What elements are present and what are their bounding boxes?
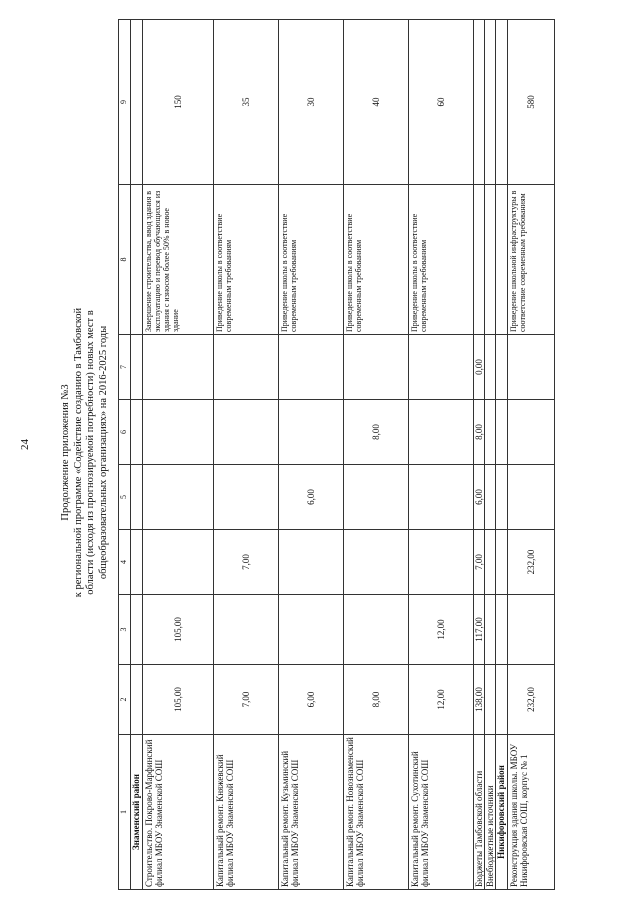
heading-line: к региональной программе «Содействие созданию в Тамбовской: [72, 307, 84, 598]
table-cell: [214, 465, 279, 530]
table-cell: 232,00: [508, 530, 555, 595]
table-cell: [279, 400, 344, 465]
table-row: [508, 20, 555, 890]
column-number-row: [119, 20, 131, 890]
object-name: Строительство. Покрово-Марфинский филиал МБОУ Знаменской СОШ: [143, 735, 214, 890]
column-header: 3: [119, 595, 131, 665]
rotated-page: [50, 0, 640, 905]
table-cell: 40: [344, 20, 409, 185]
table-cell: 150: [143, 20, 214, 185]
table-cell: 6,00: [279, 465, 344, 530]
table-cell: 580: [508, 20, 555, 185]
table-cell: 6,00: [279, 665, 344, 735]
column-header: 6: [119, 400, 131, 465]
table-row: [279, 20, 344, 890]
budget-label: Бюджеты Тамбовской области: [474, 735, 485, 890]
table-cell: 7,00: [214, 665, 279, 735]
table-cell: [508, 335, 555, 400]
table-cell: 232,00: [508, 665, 555, 735]
heading-line: Продолжение приложения №3: [60, 384, 71, 521]
table-cell: 117,00: [474, 595, 485, 665]
table-cell: [508, 400, 555, 465]
table-cell: [474, 20, 485, 185]
table-cell: [143, 400, 214, 465]
expected-result: Приведение школы в соответствие современным требованиям: [214, 185, 279, 335]
table-cell: [409, 335, 474, 400]
table-cell: 8,00: [474, 400, 485, 465]
object-name: Реконструкция здания школы. МБОУ Никифоровская СОШ, корпус № 1: [508, 735, 555, 890]
table-cell: [143, 530, 214, 595]
section-row: [496, 20, 508, 890]
table-cell: 12,00: [409, 665, 474, 735]
page-number: 24: [19, 439, 31, 450]
column-header: 1: [119, 735, 131, 890]
expected-result: Приведение школьной инфраструктуры в соответствие современным требованиям: [508, 185, 555, 335]
table-cell: [409, 400, 474, 465]
object-name: Капитальный ремонт. Княжевский филиал МБОУ Знаменской СОШ: [214, 735, 279, 890]
table-cell: [214, 335, 279, 400]
table-cell: [508, 465, 555, 530]
table-cell: [279, 335, 344, 400]
table-row: [214, 20, 279, 890]
column-header: 8: [119, 185, 131, 335]
appendix-heading: [60, 0, 110, 905]
table-cell: [279, 595, 344, 665]
column-header: 5: [119, 465, 131, 530]
table-cell: [344, 530, 409, 595]
section-row: [131, 20, 143, 890]
table-cell: [344, 465, 409, 530]
budget-row: [474, 20, 485, 890]
heading-line: области (исходя из прогнозируемой потребности) новых мест в: [85, 310, 96, 595]
table-cell: [214, 400, 279, 465]
expected-result: Приведение школы в соответствие современным требованиям: [279, 185, 344, 335]
table-cell: [474, 185, 485, 335]
extra-budget-row: [485, 20, 496, 890]
table-cell: 8,00: [344, 665, 409, 735]
table-cell: [143, 335, 214, 400]
column-header: 9: [119, 20, 131, 185]
table-row: [344, 20, 409, 890]
table-cell: 35: [214, 20, 279, 185]
object-name: Капитальный ремонт. Новознаменский филиал МБОУ Знаменской СОШ: [344, 735, 409, 890]
table-cell: 7,00: [474, 530, 485, 595]
expected-result: Завершение строительства, ввод здания в эксплуатацию и перевод обучающихся из здания с износом более 50% в новое здание: [143, 185, 214, 335]
table-cell: [143, 465, 214, 530]
extra-budget-label: Внебюджетные источники: [485, 735, 496, 890]
table-cell: 30: [279, 20, 344, 185]
table-cell: [409, 530, 474, 595]
column-header: 2: [119, 665, 131, 735]
column-header: 4: [119, 530, 131, 595]
column-header: 7: [119, 335, 131, 400]
table-cell: [409, 465, 474, 530]
table-cell: [279, 530, 344, 595]
table-cell: 8,00: [344, 400, 409, 465]
table-cell: 105,00: [143, 595, 214, 665]
table-cell: [214, 595, 279, 665]
table-cell: [508, 595, 555, 665]
table-row: [409, 20, 474, 890]
heading-line: общеобразовательных организациях» на 2016-2025 годы: [97, 325, 109, 580]
table-cell: [344, 595, 409, 665]
program-table: [118, 19, 555, 890]
table-cell: 7,00: [214, 530, 279, 595]
table-cell: 12,00: [409, 595, 474, 665]
table-cell: 138,00: [474, 665, 485, 735]
table-cell: 6,00: [474, 465, 485, 530]
section-title: Знаменский район: [131, 735, 143, 890]
table-cell: [344, 335, 409, 400]
table-cell: 0,00: [474, 335, 485, 400]
object-name: Капитальный ремонт. Сухотинский филиал МБОУ Знаменской СОШ: [409, 735, 474, 890]
table-cell: 60: [409, 20, 474, 185]
table-cell: 105,00: [143, 665, 214, 735]
expected-result: Приведение школы в соответствие современным требованиям: [344, 185, 409, 335]
section-title: Никифоровский район: [496, 735, 508, 890]
object-name: Капитальный ремонт. Кузьминский филиал МБОУ Знаменской СОШ: [279, 735, 344, 890]
table-row: [143, 20, 214, 890]
expected-result: Приведение школы в соответствие современным требованиям: [409, 185, 474, 335]
